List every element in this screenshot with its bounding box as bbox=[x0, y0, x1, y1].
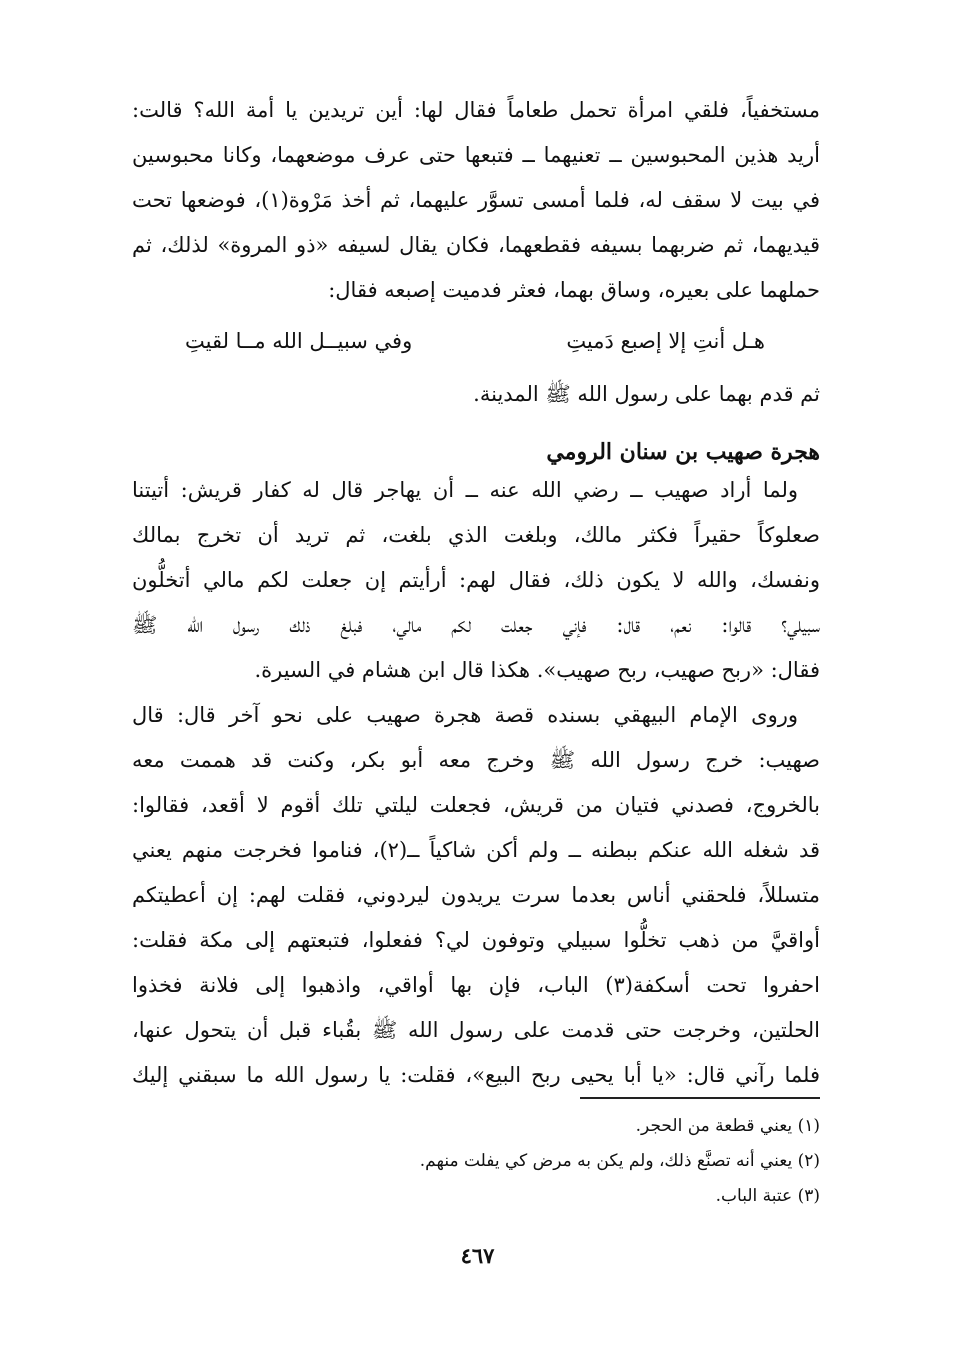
text-line: حملهما على بعيره، وساق بهما، فعثر فدميت إصبعه فقال: bbox=[328, 278, 820, 302]
text-line: أواقيَّ من ذهب تخلُّوا سبيلي وتوفون لي؟ ففعلوا، فتبعتهم إلى مكة فقلت: bbox=[132, 928, 820, 952]
text-line: صهيب: خرج رسول الله ﷺ وخرج معه أبو بكر، وكنت قد هممت معه bbox=[132, 748, 820, 772]
verse-hemistich-first: هـل أنتِ إلا إصبع دَميتِ bbox=[566, 328, 765, 353]
text-line: صعلوكاً حقيراً فكثر مالك، وبلغت الذي بلغت، ثم تريد أن تخرج بمالك bbox=[132, 523, 820, 547]
text-line: فقال: «ربح صهيب، ربح صهيب». هكذا قال ابن هشام في السيرة. bbox=[254, 658, 820, 682]
text-line: متسللاً، فلحقني أناس بعدما سرت يريدون ليردوني، فقلت لهم: إن أعطيتكم bbox=[132, 883, 820, 907]
text-line: فلما رآني قال: «يا أبا يحيى ربح البيع»، فقلت: يا رسول الله ما سبقني إليك bbox=[132, 1063, 820, 1087]
footnote-3: (٣) عتبة الباب. bbox=[715, 1186, 820, 1206]
after-verse-paragraph bbox=[132, 372, 820, 417]
paragraph-1 bbox=[132, 88, 820, 313]
section-heading: هجرة صهيب بن سنان الرومي bbox=[546, 439, 820, 465]
text-line: ولما أراد صهيب ــ رضي الله عنه ــ أن يهاجر قال له كفار قريش: أتيتنا bbox=[132, 478, 798, 502]
footnote-separator bbox=[580, 1097, 820, 1099]
text-line: وروى الإمام البيهقي بسنده قصة هجرة صهيب على نحو آخر قال: قال bbox=[132, 703, 798, 727]
page-number: ٤٦٧ bbox=[460, 1243, 495, 1268]
text-line: أريد هذين المحبوسين ــ تعنيهما ــ فتبعها حتى عرف موضعهما، وكانا محبوسين bbox=[132, 143, 820, 167]
text-line: الحلتين، وخرجت حتى قدمت على رسول الله ﷺ بقُباء قبل أن يتحول عنها، bbox=[132, 1018, 820, 1042]
footnote-1: (١) يعني قطعة من الحجر. bbox=[635, 1116, 820, 1136]
text-line: بالخروج، فصدني فتيان من قريش، فجعلت ليلتي تلك أقوم لا أقعد، فقالوا: bbox=[132, 793, 820, 817]
text-line: سبيلي؟ قالوا: نعم، قال: فإني جعلت لكم مالي، فبلغ ذلك رسول الله ﷺ bbox=[132, 613, 820, 637]
paragraph-2 bbox=[132, 468, 820, 693]
text-line: قيديهما، ثم ضربهما بسيفه فقطعهما، فكان يقال لسيفه «ذو المروة» لذلك، ثم bbox=[132, 233, 820, 257]
verse-hemistich-second: وفي سبيــل الله مــا لقيتِ bbox=[185, 328, 413, 353]
text-line: مستخفياً، فلقي امرأة تحمل طعاماً فقال لها: أين تريدين يا أمة الله؟ قالت: bbox=[132, 98, 820, 122]
text-line: ونفسك، والله لا يكون ذلك، فقال لهم: أرأيتم إن جعلت لكم مالي أتخلُّون bbox=[132, 568, 820, 592]
text-line: ثم قدم بهما على رسول الله ﷺ المدينة. bbox=[473, 382, 820, 406]
text-line: قد شغله الله عنكم ببطنه ــ ولم أكن شاكياً ــ(٢)، فناموا فخرجت منهم يعني bbox=[132, 838, 820, 862]
poem-verse bbox=[185, 318, 765, 363]
text-line: في بيت لا سقف له، فلما أمسى تسوَّر عليهما، ثم أخذ مَرْوة(١)، فوضعها تحت bbox=[132, 188, 820, 212]
text-line: احفروا تحت أسكفة(٣) الباب، فإن بها أواقي، واذهبوا إلى فلانة فخذوا bbox=[132, 973, 820, 997]
footnote-2: (٢) يعني أنه تصنَّع ذلك، ولم يكن به مرض كي يفلت منهم. bbox=[419, 1151, 820, 1171]
paragraph-3 bbox=[132, 693, 820, 1098]
